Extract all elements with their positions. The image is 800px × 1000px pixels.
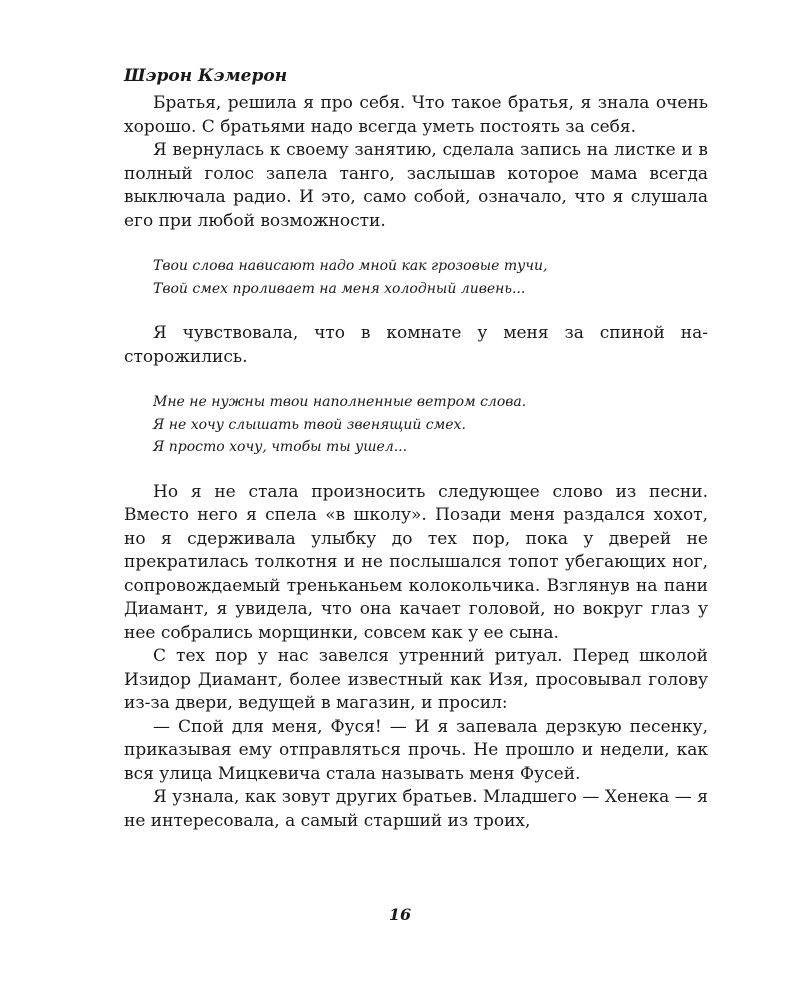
song-verse	[153, 255, 708, 300]
running-head: Шэрон Кэмерон	[124, 66, 288, 86]
song-verse	[153, 391, 708, 459]
paragraph: Братья, решила я про себя. Что такое братья, я знала очень хорошо. С братьями надо всегда уметь постоять за себя.	[124, 93, 708, 137]
paragraph: Я чувствовала, что в комнате у меня за спиной насторожились.	[124, 323, 708, 367]
paragraph: С тех пор у нас завелся утренний ритуал. Перед школой Изидор Диамант, более известный как Изя, просовывал голову из-за двери, ведущей в магазин, и просил:	[124, 646, 708, 713]
verse-line: Я просто хочу, чтобы ты ушел...	[153, 439, 408, 455]
paragraph: Я узнала, как зовут других братьев. Младшего — Хенека — я не интересовала, а самый старший из троих,	[124, 787, 708, 831]
verse-line: Твои слова нависают надо мной как грозовые тучи,	[153, 258, 548, 274]
page-number: 16	[388, 905, 412, 924]
verse-line: Твой смех проливает на меня холодный ливень...	[153, 280, 526, 297]
paragraph: — Спой для меня, Фуся! — И я запевала дерзкую песенку, приказывая ему отправляться прочь. Не прошло и недели, как вся улица Мицкевича стала называть меня Фусей.	[124, 716, 708, 784]
book-page	[124, 64, 708, 833]
verse-line: Я не хочу слышать твой звенящий смех.	[153, 416, 466, 433]
verse-line: Мне не нужны твои наполненные ветром слова.	[153, 394, 527, 410]
paragraph: Я вернулась к своему занятию, сделала запись на листке и в полный голос запела танго, заслышав которое мама всегда выключала радио. И это, само собой, означало, что я слушала его при любой возможности.	[124, 140, 708, 231]
paragraph: Но я не стала произносить следующее слово из песни. Вместо него я спела «в школу». Позади меня раздался хохот, но я сдерживала улыбку до тех пор, пока у дверей не прекратилась толкотня и не послышался топот убегающих ног, сопровождаемый треньканьем колокольчика. Взглянув на пани Диамант, я увидела, что она качает головой, но вокруг глаз у нее собрались морщинки, совсем как у ее сына.	[124, 481, 708, 643]
